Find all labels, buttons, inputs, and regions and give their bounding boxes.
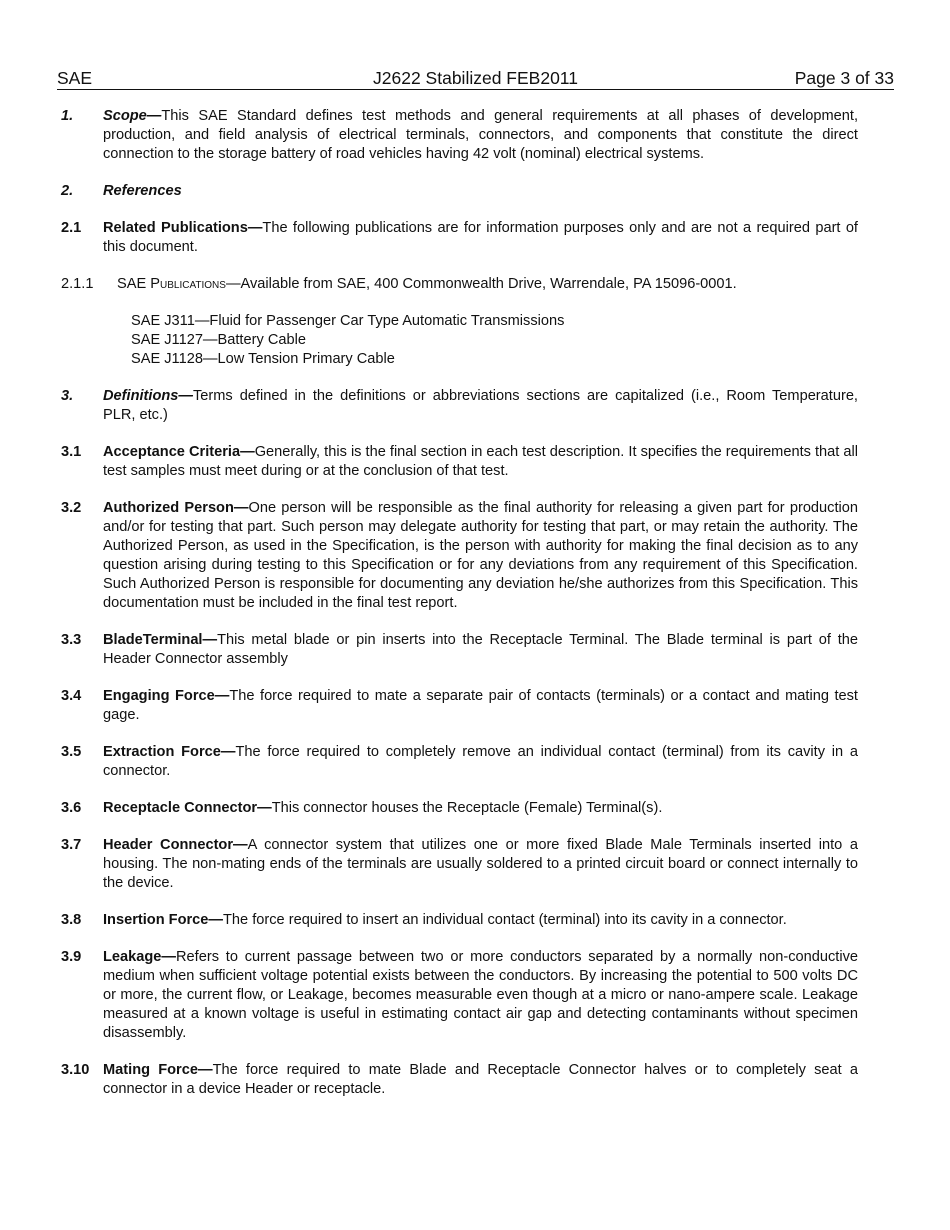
- section-3-8-insertion-force: [61, 911, 858, 930]
- section-number: 2.1: [61, 220, 82, 236]
- section-number: 3.10: [61, 1062, 90, 1078]
- header-org: SAE: [57, 68, 93, 88]
- section-3-definitions: [61, 387, 858, 425]
- section-3-10-mating-force: [61, 1061, 858, 1099]
- section-term: Engaging Force—: [103, 688, 230, 704]
- section-text: Generally, this is the final section in each test description. It specifies the requirements that all test samples must meet during or at the conclusion of that test.: [103, 444, 858, 479]
- section-number: 3.9: [61, 949, 82, 965]
- section-3-9-leakage: [61, 948, 858, 1043]
- document-body: [61, 107, 858, 1117]
- section-number: 2.1.1: [61, 276, 94, 292]
- section-3-2-authorized-person: [61, 499, 858, 613]
- publication-list: [131, 312, 858, 369]
- section-term: Scope—: [103, 108, 162, 124]
- section-number: 2.: [61, 183, 74, 199]
- section-text: —Available from SAE, 400 Commonwealth Drive, Warrendale, PA 15096-0001.: [225, 276, 737, 292]
- section-term: Receptacle Connector—: [103, 800, 272, 816]
- section-number: 3.: [61, 388, 74, 404]
- section-number: 3.6: [61, 800, 82, 816]
- section-2-references: [61, 182, 858, 201]
- section-number: 3.8: [61, 912, 82, 928]
- section-1-scope: [61, 107, 858, 164]
- section-text: This connector houses the Receptacle (Female) Terminal(s).: [271, 800, 663, 816]
- publication-item: SAE J311—Fluid for Passenger Car Type Automatic Transmissions: [131, 313, 565, 329]
- section-text: The force required to mate Blade and Receptacle Connector halves or to completely seat a connector in a device Header or receptacle.: [103, 1062, 858, 1097]
- section-term: Insertion Force—: [103, 912, 224, 928]
- section-number: 3.2: [61, 500, 82, 516]
- section-text: One person will be responsible as the final authority for releasing a given part for production and/or for testing that part. Such person may delegate authority for testing that part, or may retain the authority. The Authorized Person, as used in the Specification, is the person with authority for making the final decision as to any question arising during testing to this Specification or for any deviations from any requirement of this Specification. Such Authorized Person is responsible for documenting any deviation he/she authorizes from this Specification. This documentation must be included in the final test report.: [103, 500, 858, 611]
- section-number: 3.3: [61, 632, 82, 648]
- section-2-1-related-publications: [61, 219, 858, 257]
- section-number: 3.5: [61, 744, 82, 760]
- publication-item: SAE J1128—Low Tension Primary Cable: [131, 351, 395, 367]
- section-3-1-acceptance-criteria: [61, 443, 858, 481]
- section-prefix: SAE: [117, 276, 151, 292]
- section-2-1-1-sae-publications: [61, 275, 858, 294]
- section-term: References: [103, 183, 182, 199]
- section-3-4-engaging-force: [61, 687, 858, 725]
- section-term: Publications: [150, 276, 226, 292]
- section-text: The force required to insert an individual contact (terminal) into its cavity in a connector.: [223, 912, 787, 928]
- section-text: A connector system that utilizes one or more fixed Blade Male Terminals inserted into a housing. The non-mating ends of the terminals are usually soldered to a printed circuit board or connect internally to the device.: [103, 837, 858, 891]
- section-number: 3.7: [61, 837, 82, 853]
- section-text: Terms defined in the definitions or abbreviations sections are capitalized (i.e., Room Temperature, PLR, etc.): [103, 388, 858, 423]
- section-text: The force required to mate a separate pair of contacts (terminals) or a contact and mating test gage.: [103, 688, 858, 723]
- header-page-number: Page 3 of 33: [794, 68, 894, 88]
- section-number: 3.4: [61, 688, 82, 704]
- page-header: [57, 68, 894, 90]
- section-text: This SAE Standard defines test methods and general requirements at all phases of development, production, and field analysis of electrical terminals, connectors, and components that constitute the direct connection to the storage battery of road vehicles having 42 volt (nominal) electrical systems.: [103, 108, 858, 162]
- section-3-7-header-connector: [61, 836, 858, 893]
- publication-item: SAE J1127—Battery Cable: [131, 332, 306, 348]
- section-term: Definitions—: [103, 388, 193, 404]
- section-number: 3.1: [61, 444, 82, 460]
- section-text: Refers to current passage between two or more conductors separated by a normally non-conductive medium when sufficient voltage potential exists between the conductors. By increasing the potential to 500 volts DC or more, the current flow, or Leakage, becomes measurable even though at a micro or nano-ampere scale. Leakage measured at a known voltage is useful in estimating contact air gap and detecting contaminants without specimen disassembly.: [103, 949, 858, 1041]
- section-term: Extraction Force—: [103, 744, 236, 760]
- section-text: The following publications are for information purposes only and are not a required part of this document.: [103, 220, 858, 255]
- section-text: The force required to completely remove an individual contact (terminal) from its cavity in a connector.: [103, 744, 858, 779]
- section-text: This metal blade or pin inserts into the Receptacle Terminal. The Blade terminal is part of the Header Connector assembly: [103, 632, 858, 667]
- section-term: Header Connector—: [103, 837, 248, 853]
- section-term: Authorized Person—: [103, 500, 249, 516]
- header-doc-id: J2622 Stabilized FEB2011: [373, 68, 578, 88]
- section-3-5-extraction-force: [61, 743, 858, 781]
- section-term: BladeTerminal—: [103, 632, 218, 648]
- section-3-3-blade-terminal: [61, 631, 858, 669]
- section-term: Related Publications—: [103, 220, 263, 236]
- section-term: Leakage—: [103, 949, 177, 965]
- section-3-6-receptacle-connector: [61, 799, 858, 818]
- section-term: Acceptance Criteria—: [103, 444, 255, 460]
- section-number: 1.: [61, 108, 74, 124]
- section-term: Mating Force—: [103, 1062, 213, 1078]
